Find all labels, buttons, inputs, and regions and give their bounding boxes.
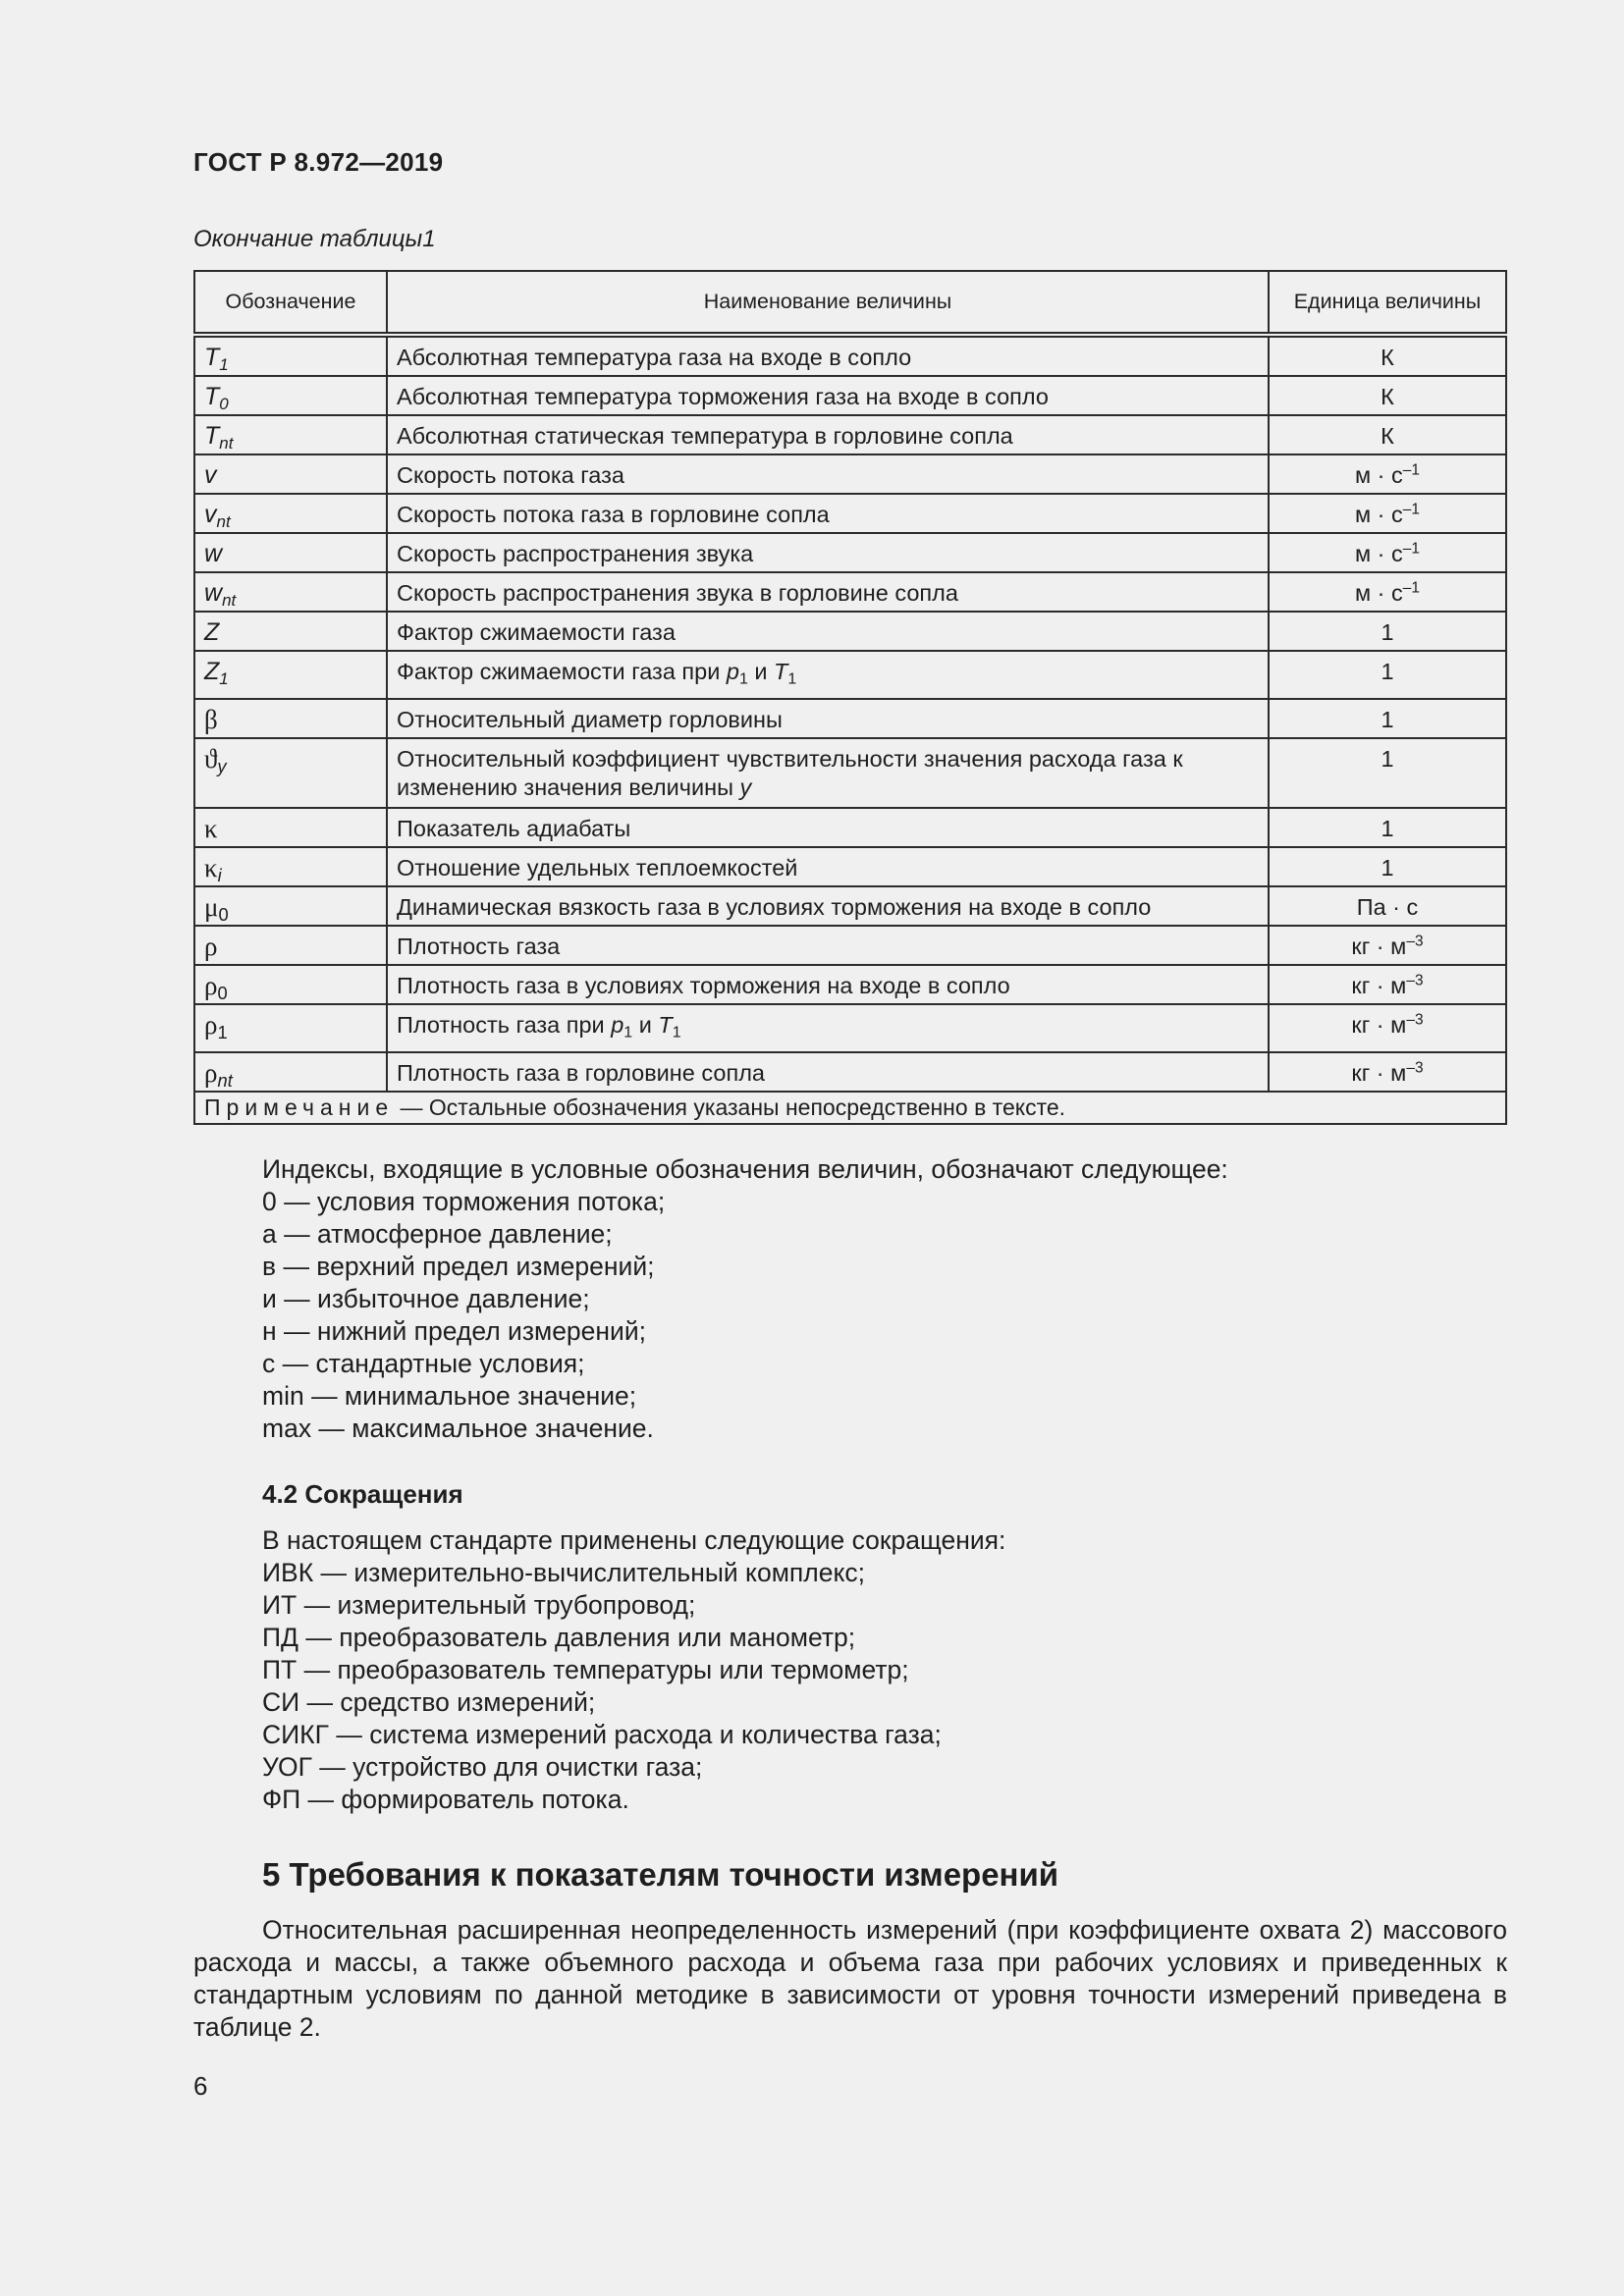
unit-cell	[1269, 335, 1506, 376]
name-text: Скорость потока газа в горловине сопла	[397, 502, 830, 527]
symbol-cell	[194, 494, 387, 533]
table-row	[194, 376, 1506, 415]
symbols-table	[193, 270, 1507, 1125]
name-cell	[387, 738, 1269, 808]
unit-text: м · с	[1354, 502, 1403, 527]
unit-cell	[1269, 454, 1506, 494]
table-row	[194, 808, 1506, 847]
symbol-subscript: i	[217, 865, 222, 886]
name-text: Скорость потока газа	[397, 462, 624, 488]
table-body	[194, 335, 1506, 1092]
name-text: Скорость распространения звука в горловине сопла	[397, 580, 958, 606]
table-row	[194, 738, 1506, 808]
name-cell	[387, 699, 1269, 738]
symbol-subscript: nt	[217, 1070, 233, 1092]
paragraph-text: Относительная расширенная неопределенность измерений (при коэффициенте охвата 2) массового расхода и массы, а также объемного расхода и объема газа при рабочих условиях и приведенных к стандартным условиям по данной методике в зависимости от уровня точности измерений приведена в таблице 2.	[193, 1915, 1507, 2042]
list-item: и — избыточное давление;	[262, 1284, 590, 1313]
unit-cell	[1269, 533, 1506, 572]
table-row	[194, 886, 1506, 926]
list-item: ФП — формирователь потока.	[262, 1785, 629, 1814]
name-cell	[387, 808, 1269, 847]
symbol-cell	[194, 1052, 387, 1092]
unit-exponent: –1	[1402, 461, 1421, 479]
temperature-subscript: 1	[672, 1024, 681, 1041]
unit-cell	[1269, 808, 1506, 847]
unit-text: 1	[1380, 619, 1394, 645]
list-item: УОГ — устройство для очистки газа;	[262, 1752, 703, 1782]
symbol-subscript: 0	[219, 394, 229, 413]
symbol-subscript: 1	[219, 354, 229, 374]
name-text: Плотность газа в горловине сопла	[397, 1060, 765, 1086]
list-item: ПТ — преобразователь температуры или термометр;	[262, 1655, 909, 1684]
unit-text: К	[1380, 423, 1394, 449]
symbol-cell	[194, 965, 387, 1004]
symbol-cell	[194, 808, 387, 847]
unit-cell	[1269, 847, 1506, 886]
name-cell	[387, 1004, 1269, 1052]
unit-text: Па · с	[1356, 894, 1419, 920]
unit-cell	[1269, 376, 1506, 415]
symbol: w	[204, 579, 223, 607]
symbol-subscript: 0	[217, 983, 228, 1004]
unit-text: кг · м	[1351, 1012, 1407, 1038]
unit-text: 1	[1380, 707, 1394, 732]
symbol-subscript: nt	[219, 433, 234, 453]
name-text: Показатель адиабаты	[397, 816, 631, 841]
list-item: с — стандартные условия;	[262, 1349, 585, 1378]
list-item: ПД — преобразователь давления или манометр;	[262, 1623, 856, 1652]
unit-cell	[1269, 651, 1506, 699]
section-5-paragraph	[193, 1914, 1507, 2044]
symbol: ρ	[204, 932, 218, 961]
name-conjunction: и	[747, 659, 775, 684]
unit-exponent: –1	[1402, 579, 1421, 597]
unit-text: м · с	[1354, 580, 1403, 606]
unit-cell	[1269, 572, 1506, 612]
symbol: μ	[204, 892, 219, 922]
table-row	[194, 415, 1506, 454]
symbol-subscript: y	[217, 756, 227, 777]
list-item: СИКГ — система измерений расхода и количества газа;	[262, 1720, 942, 1749]
name-text: Плотность газа	[397, 934, 561, 959]
table-row	[194, 965, 1506, 1004]
name-conjunction: и	[632, 1012, 659, 1038]
unit-exponent: –3	[1406, 972, 1424, 989]
table-caption: Окончание таблицы1	[193, 226, 436, 252]
name-text: Плотность газа в условиях торможения на входе в сопло	[397, 973, 1010, 998]
name-text: Отношение удельных теплоемкостей	[397, 855, 798, 881]
name-variable: y	[739, 774, 752, 800]
unit-cell	[1269, 612, 1506, 651]
unit-cell	[1269, 926, 1506, 965]
list-item: СИ — средство измерений;	[262, 1687, 596, 1717]
symbol-cell	[194, 415, 387, 454]
name-text-line2: изменению значения величины	[397, 774, 740, 800]
indexes-block	[262, 1153, 1228, 1445]
list-item: в — верхний предел измерений;	[262, 1252, 655, 1281]
symbol-cell	[194, 454, 387, 494]
unit-exponent: –3	[1406, 1059, 1424, 1077]
name-text: Плотность газа при	[397, 1012, 612, 1038]
unit-cell	[1269, 886, 1506, 926]
list-item: н — нижний предел измерений;	[262, 1316, 647, 1346]
unit-cell	[1269, 415, 1506, 454]
table-row	[194, 1052, 1506, 1092]
symbol-subscript: nt	[216, 511, 231, 531]
list-item: ИВК — измерительно-вычислительный комплекс;	[262, 1558, 865, 1587]
page-number: 6	[193, 2071, 208, 2101]
table-row	[194, 651, 1506, 699]
section-5-heading: 5 Требования к показателям точности измерений	[262, 1856, 1059, 1893]
symbol-cell	[194, 847, 387, 886]
symbol-cell	[194, 376, 387, 415]
name-cell	[387, 612, 1269, 651]
document-header: ГОСТ Р 8.972—2019	[193, 147, 444, 177]
name-text: Фактор сжимаемости газа	[397, 619, 676, 645]
abbreviations-intro: В настоящем стандарте применены следующие сокращения:	[262, 1525, 1006, 1555]
header-symbol: Обозначение	[194, 271, 387, 335]
table-header-row	[194, 271, 1506, 335]
symbol-cell	[194, 1004, 387, 1052]
table-note-row	[194, 1092, 1506, 1124]
symbol-subscript: 0	[218, 904, 229, 926]
unit-cell	[1269, 738, 1506, 808]
symbol-cell	[194, 886, 387, 926]
name-text: Фактор сжимаемости газа при	[397, 659, 727, 684]
table-row	[194, 454, 1506, 494]
temperature-subscript: 1	[787, 670, 797, 688]
name-text: Относительный диаметр горловины	[397, 707, 783, 732]
unit-text: 1	[1380, 816, 1394, 841]
note-label: Примечание	[204, 1095, 395, 1120]
unit-text: 1	[1380, 855, 1394, 881]
unit-cell	[1269, 1052, 1506, 1092]
symbol: β	[204, 705, 218, 734]
symbol: w	[204, 540, 223, 567]
unit-text: кг · м	[1351, 973, 1407, 998]
symbol: T	[204, 422, 220, 450]
pressure-symbol: p	[726, 659, 739, 684]
symbol: ρ	[204, 971, 218, 1000]
temperature-symbol: T	[658, 1012, 673, 1038]
table-note	[194, 1092, 1506, 1124]
unit-text: 1	[1380, 746, 1394, 772]
unit-text: м · с	[1354, 462, 1403, 488]
pressure-symbol: p	[611, 1012, 624, 1038]
header-name: Наименование величины	[387, 271, 1269, 335]
name-text-line1: Относительный коэффициент чувствительности значения расхода газа к	[397, 746, 1183, 772]
list-item: 0 — условия торможения потока;	[262, 1187, 666, 1216]
name-text: Абсолютная температура торможения газа на входе в сопло	[397, 384, 1049, 409]
symbol-subscript: 1	[217, 1022, 228, 1043]
unit-cell	[1269, 965, 1506, 1004]
unit-text: м · с	[1354, 541, 1403, 566]
symbol: v	[204, 501, 217, 528]
note-text: — Остальные обозначения указаны непосредственно в тексте.	[394, 1095, 1066, 1120]
unit-cell	[1269, 699, 1506, 738]
name-text: Скорость распространения звука	[397, 541, 754, 566]
unit-exponent: –1	[1402, 501, 1421, 518]
header-unit: Единица величины	[1269, 271, 1506, 335]
unit-text: К	[1380, 384, 1394, 409]
symbol-cell	[194, 612, 387, 651]
name-cell	[387, 454, 1269, 494]
name-text: Динамическая вязкость газа в условиях торможения на входе в сопло	[397, 894, 1152, 920]
unit-exponent: –1	[1402, 540, 1421, 558]
name-cell	[387, 886, 1269, 926]
name-cell	[387, 494, 1269, 533]
symbol: ϑ	[204, 744, 218, 774]
list-item: max — максимальное значение.	[262, 1414, 654, 1443]
name-cell	[387, 335, 1269, 376]
temperature-symbol: T	[774, 659, 788, 684]
name-cell	[387, 847, 1269, 886]
name-cell	[387, 651, 1269, 699]
name-cell	[387, 376, 1269, 415]
list-item: ИТ — измерительный трубопровод;	[262, 1590, 696, 1620]
unit-exponent: –3	[1406, 933, 1424, 950]
unit-text: 1	[1380, 659, 1394, 684]
table-row	[194, 1004, 1506, 1052]
name-cell	[387, 926, 1269, 965]
symbol: κ	[204, 853, 218, 882]
symbol-cell	[194, 533, 387, 572]
symbol-cell	[194, 926, 387, 965]
indexes-intro: Индексы, входящие в условные обозначения величин, обозначают следующее:	[262, 1154, 1228, 1184]
symbol-subscript: 1	[219, 668, 229, 688]
symbol: v	[204, 461, 217, 489]
name-cell	[387, 415, 1269, 454]
symbol: T	[204, 344, 220, 371]
unit-text: К	[1380, 345, 1394, 370]
symbol-cell	[194, 335, 387, 376]
section-4-2-heading: 4.2 Сокращения	[262, 1479, 463, 1509]
pressure-subscript: 1	[623, 1024, 633, 1041]
symbol: ρ	[204, 1058, 218, 1088]
name-text: Абсолютная статическая температура в горловине сопла	[397, 423, 1013, 449]
unit-cell	[1269, 1004, 1506, 1052]
symbol: Z	[204, 618, 220, 646]
pressure-subscript: 1	[738, 670, 748, 688]
symbol-cell	[194, 699, 387, 738]
name-cell	[387, 965, 1269, 1004]
symbol: Z	[204, 658, 220, 685]
table-row	[194, 612, 1506, 651]
table-row	[194, 335, 1506, 376]
symbol-cell	[194, 651, 387, 699]
symbol-cell	[194, 572, 387, 612]
symbol-cell	[194, 738, 387, 808]
name-cell	[387, 572, 1269, 612]
unit-cell	[1269, 494, 1506, 533]
name-cell	[387, 533, 1269, 572]
table-row	[194, 494, 1506, 533]
symbol: T	[204, 383, 220, 410]
table-row	[194, 533, 1506, 572]
table-row	[194, 926, 1506, 965]
abbreviations-block	[262, 1524, 1005, 1816]
table-row	[194, 572, 1506, 612]
unit-text: кг · м	[1351, 1060, 1407, 1086]
table-row	[194, 847, 1506, 886]
symbol: κ	[204, 814, 218, 843]
symbol-subscript: nt	[222, 590, 237, 610]
unit-text: кг · м	[1351, 934, 1407, 959]
unit-exponent: –3	[1406, 1011, 1424, 1029]
name-text: Абсолютная температура газа на входе в сопло	[397, 345, 912, 370]
list-item: min — минимальное значение;	[262, 1381, 637, 1411]
table-row	[194, 699, 1506, 738]
symbol: ρ	[204, 1010, 218, 1040]
name-cell	[387, 1052, 1269, 1092]
list-item: а — атмосферное давление;	[262, 1219, 613, 1249]
